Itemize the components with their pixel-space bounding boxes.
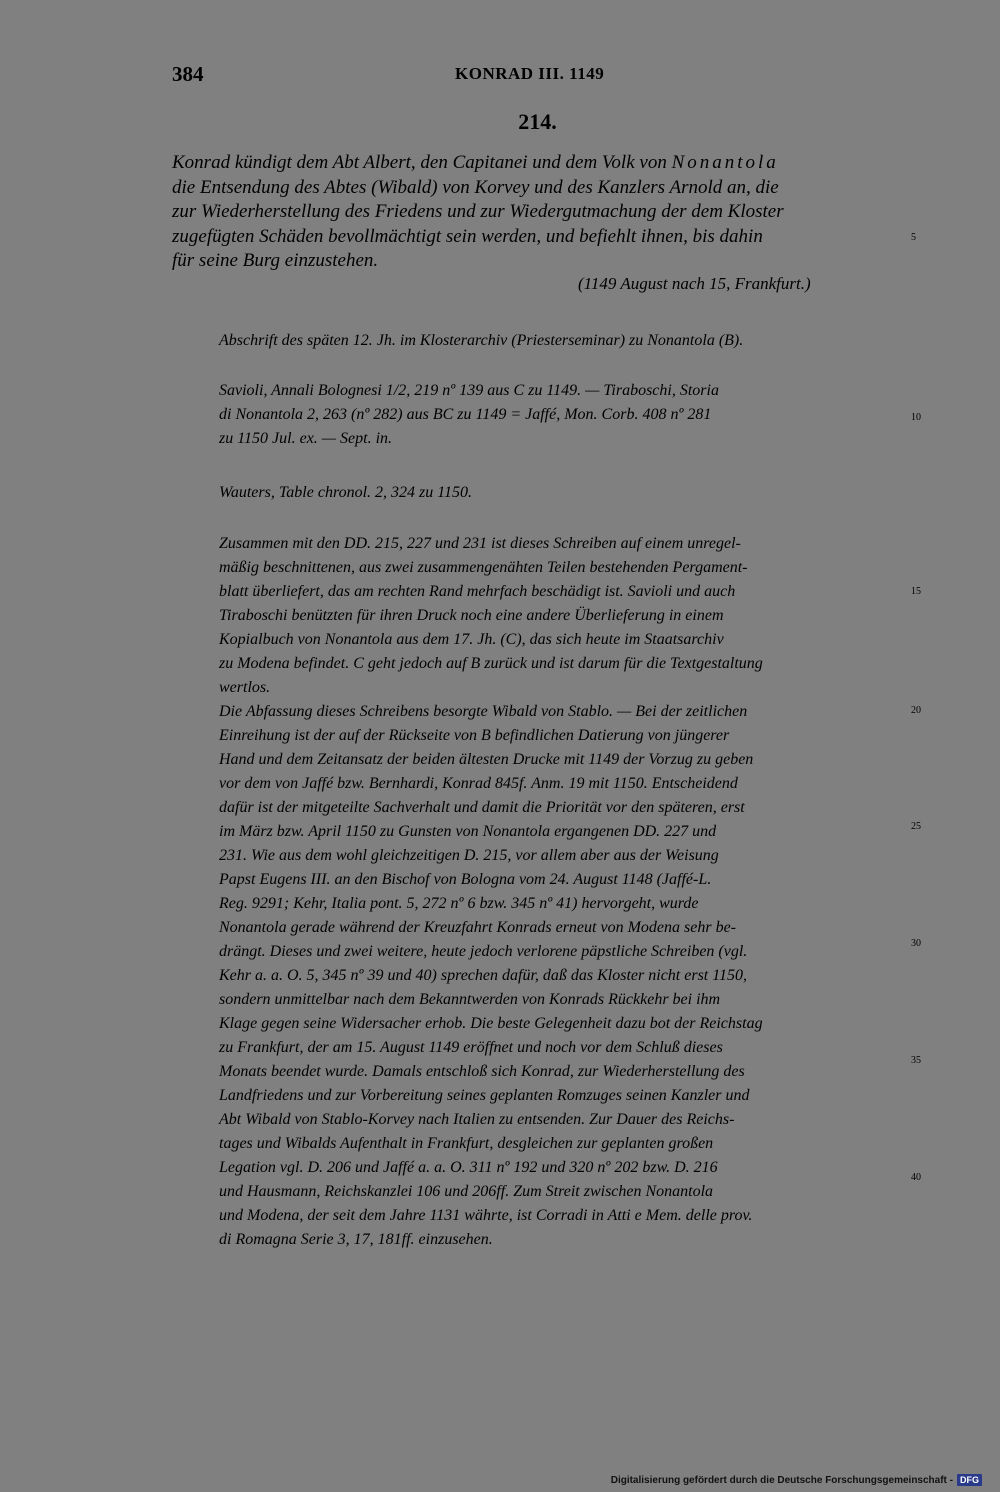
funding-footer (611, 1474, 982, 1486)
commentary-line (219, 1252, 909, 1276)
regest-line-text: Konrad kündigt dem Abt Albert, den Capitanei und dem Volk von (172, 152, 672, 173)
commentary-line: Nonantola gerade während der Kreuzfahrt Konrads erneut von Modena sehr be- (219, 919, 736, 936)
commentary-line: wertlos. (219, 679, 271, 696)
commentary-line: Kopialbuch von Nonantola aus dem 17. Jh. (C), das sich heute im Staatsarchiv (219, 631, 724, 648)
commentary-line: sondern unmittelbar nach dem Bekanntwerden von Konrads Rückkehr bei ihm (219, 991, 721, 1008)
commentary-line: und Modena, der seit dem Jahre 1131 währte, ist Corradi in Atti e Mem. delle prov. (219, 1207, 753, 1224)
document-number: 214. (518, 109, 557, 134)
dateline: (1149 August nach 15, Frankfurt.) (578, 274, 811, 293)
line-number: 10 (911, 412, 921, 423)
commentary-line: Papst Eugens III. an den Bischof von Bologna vom 24. August 1148 (Jaffé-L. (219, 871, 712, 888)
regest-line (172, 151, 912, 176)
commentary-line: Die Abfassung dieses Schreibens besorgte Wibald von Stablo. — Bei der zeitlichen (219, 703, 748, 720)
commentary-line: drängt. Dieses und zwei weitere, heute jedoch verlorene päpstliche Schreiben (vgl. (219, 943, 748, 960)
editions-line: zu 1150 Jul. ex. — Sept. in. (219, 430, 393, 447)
literature-line: Wauters, Table chronol. 2, 324 zu 1150. (219, 484, 473, 501)
commentary-line: im März bzw. April 1150 zu Gunsten von Nonantola ergangenen DD. 227 und (219, 823, 717, 840)
commentary-line: Reg. 9291; Kehr, Italia pont. 5, 272 nº 6 bzw. 345 nº 41) hervorgeht, wurde (219, 895, 699, 912)
commentary-line: 231. Wie aus dem wohl gleichzeitigen D. 215, vor allem aber aus der Weisung (219, 847, 719, 864)
line-number: 20 (911, 705, 921, 716)
line-number: 25 (911, 821, 921, 832)
commentary-line: di Romagna Serie 3, 17, 181ff. einzusehen. (219, 1231, 493, 1248)
line-number: 5 (911, 232, 916, 243)
funding-text: Digitalisierung gefördert durch die Deutsche Forschungsgemeinschaft - (610, 1474, 953, 1486)
running-title: KONRAD III. 1149 (455, 64, 605, 83)
editions (219, 379, 909, 451)
line-number: 30 (911, 938, 921, 949)
manuscript-line: Abschrift des späten 12. Jh. im Klosterarchiv (Priesterseminar) zu Nonantola (B). (219, 332, 744, 349)
regest (172, 151, 912, 274)
commentary (219, 532, 909, 1276)
commentary-line: Einreihung ist der auf der Rückseite von B befindlichen Datierung von jüngerer (219, 727, 730, 744)
line-number: 35 (911, 1055, 921, 1066)
dfg-logo: DFG (957, 1474, 982, 1486)
commentary-line: tages und Wibalds Aufenthalt in Frankfurt, desgleichen zur geplanten großen (219, 1135, 714, 1152)
commentary-line: Kehr a. a. O. 5, 345 nº 39 und 40) sprechen dafür, daß das Kloster nicht erst 1150, (219, 967, 748, 984)
commentary-line: zu Frankfurt, der am 15. August 1149 eröffnet und noch vor dem Schluß dieses (219, 1039, 723, 1056)
commentary-line: Landfriedens und zur Vorbereitung seines geplanten Romzuges seinen Kanzler und (219, 1087, 750, 1104)
commentary-line: Tiraboschi benützten für ihren Druck noch eine andere Überlieferung in einem (219, 607, 724, 624)
regest-line: für seine Burg einzustehen. (172, 250, 379, 271)
commentary-line: blatt überliefert, das am rechten Rand mehrfach beschädigt ist. Savioli und auch (219, 583, 736, 600)
commentary-line: dafür ist der mitgeteilte Sachverhalt und damit die Priorität vor den späteren, erst (219, 799, 745, 816)
place-name: Nonantola (671, 152, 779, 173)
commentary-line: Monats beendet wurde. Damals entschloß sich Konrad, zur Wiederherstellung des (219, 1063, 745, 1080)
manuscript-tradition (219, 329, 909, 353)
line-number: 15 (911, 586, 921, 597)
commentary-line: Legation vgl. D. 206 und Jaffé a. a. O. 311 nº 192 und 320 nº 202 bzw. D. 216 (219, 1159, 718, 1176)
line-number: 40 (911, 1172, 921, 1183)
commentary-line: Hand und dem Zeitansatz der beiden ältesten Drucke mit 1149 der Vorzug zu geben (219, 751, 754, 768)
commentary-line: Klage gegen seine Widersacher erhob. Die beste Gelegenheit dazu bot der Reichstag (219, 1015, 763, 1032)
commentary-line: Abt Wibald von Stablo-Korvey nach Italien zu entsenden. Zur Dauer des Reichs- (219, 1111, 735, 1128)
regest-line: die Entsendung des Abtes (Wibald) von Korvey und des Kanzlers Arnold an, die (172, 176, 779, 198)
commentary-line: Zusammen mit den DD. 215, 227 und 231 ist dieses Schreiben auf einem unregel- (219, 535, 741, 552)
commentary-line: zu Modena befindet. C geht jedoch auf B zurück und ist darum für die Textgestaltung (219, 655, 763, 672)
editions-line: Savioli, Annali Bolognesi 1/2, 219 nº 139 aus C zu 1149. — Tiraboschi, Storia (219, 382, 719, 399)
regest-line: zugefügten Schäden bevollmächtigt sein werden, und befiehlt ihnen, bis dahin (172, 225, 763, 247)
commentary-line: und Hausmann, Reichskanzlei 106 und 206ff. Zum Streit zwischen Nonantola (219, 1183, 714, 1200)
page-number: 384 (172, 62, 204, 86)
editions-line: di Nonantola 2, 263 (nº 282) aus BC zu 1149 = Jaffé, Mon. Corb. 408 nº 281 (219, 406, 712, 423)
literature (219, 481, 909, 505)
regest-line: zur Wiederherstellung des Friedens und zur Wiedergutmachung der dem Kloster (172, 201, 784, 222)
commentary-line: vor dem von Jaffé bzw. Bernhardi, Konrad 845f. Anm. 19 mit 1150. Entscheidend (219, 775, 738, 792)
commentary-line: mäßig beschnittenen, aus zwei zusammengenähten Teilen bestehenden Pergament- (219, 559, 748, 576)
